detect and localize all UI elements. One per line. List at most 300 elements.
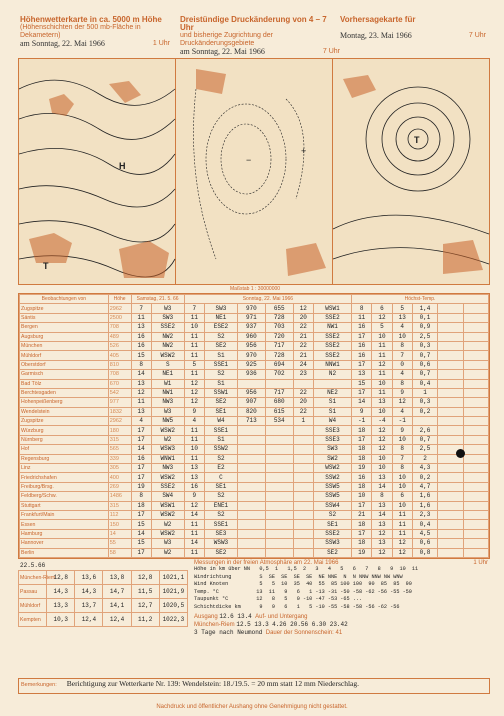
noon-temp <box>293 379 313 388</box>
table-row <box>20 529 489 538</box>
precip: 0,7 <box>412 370 437 379</box>
ascent-data <box>194 566 488 611</box>
sun-wind: SW3 <box>204 304 237 313</box>
empty-cell <box>463 323 488 332</box>
mid-map-title: Dreistündige Druckänderung von 4 – 7 Uhr <box>180 15 327 32</box>
noon-wind: S2 <box>313 510 351 519</box>
soil-temp-block <box>18 560 188 627</box>
station-name: Würzburg <box>20 426 109 435</box>
table-row <box>20 407 489 416</box>
max-temp: 18 <box>352 445 372 454</box>
sun-temp: 4 <box>184 417 204 426</box>
station-height: 708 <box>108 323 131 332</box>
empty-cell <box>463 304 488 313</box>
min-temp: 12 <box>372 426 392 435</box>
station-height: 2962 <box>108 304 131 313</box>
sat-temp: 13 <box>131 379 151 388</box>
sat-wind: W3 <box>151 539 184 548</box>
table-row <box>20 332 489 341</box>
precip: 2,5 <box>412 332 437 341</box>
station-height: 269 <box>108 482 131 491</box>
dewpoint: 7 <box>392 454 412 463</box>
sat-wind: W1 <box>151 379 184 388</box>
noon-wind: S1 <box>313 398 351 407</box>
max-temp: 18 <box>352 426 372 435</box>
soil-value: 13,7 <box>75 599 103 613</box>
dewpoint: 4 <box>392 323 412 332</box>
sun-temp: 7 <box>184 304 204 313</box>
pressure-mb <box>237 548 265 557</box>
min-temp: 14 <box>372 510 392 519</box>
pressure-mb <box>237 473 265 482</box>
ascent-time: 1 Uhr <box>473 560 488 566</box>
empty-cell <box>438 341 463 350</box>
left-map-header <box>20 16 170 49</box>
station-height: 565 <box>108 445 131 454</box>
noon-wind: SW3 <box>313 445 351 454</box>
station-height: 1486 <box>108 492 131 501</box>
station-height: 542 <box>108 388 131 397</box>
empty-cell <box>463 388 488 397</box>
sun-temp: 12 <box>184 501 204 510</box>
pressure-mb: 936 <box>237 370 265 379</box>
svg-text:H: H <box>119 161 126 171</box>
pressure-mb <box>237 501 265 510</box>
pressure-mb: 960 <box>237 332 265 341</box>
dewpoint: 0 <box>392 360 412 369</box>
sun-wind: S2 <box>204 510 237 519</box>
table-row <box>20 417 489 426</box>
soil-value: 12,4 <box>75 613 103 627</box>
noon-wind: SSE2 <box>313 351 351 360</box>
sat-wind: NW2 <box>151 341 184 350</box>
sat-temp: 15 <box>131 520 151 529</box>
table-row <box>20 445 489 454</box>
empty-cell <box>463 360 488 369</box>
svg-text:T: T <box>43 261 49 271</box>
ausgang-value: 12.6 13.4 <box>219 613 252 620</box>
sat-temp: 8 <box>131 492 151 501</box>
soil-value: 14,7 <box>103 585 131 599</box>
empty-cell <box>438 510 463 519</box>
precip <box>412 417 437 426</box>
max-temp: 14 <box>352 398 372 407</box>
soil-row <box>19 585 188 599</box>
sat-temp: 16 <box>131 332 151 341</box>
map-strip <box>18 58 490 285</box>
dewpoint: 10 <box>392 482 412 491</box>
empty-cell <box>463 351 488 360</box>
pressure-mb <box>237 464 265 473</box>
empty-cell <box>463 417 488 426</box>
soil-value: 11,5 <box>131 585 159 599</box>
station-name: Bad Tölz <box>20 379 109 388</box>
noon-wind: S1 <box>313 407 351 416</box>
dewpoint: 4 <box>392 370 412 379</box>
empty-cell <box>463 341 488 350</box>
empty-cell <box>438 398 463 407</box>
station-height: 1832 <box>108 407 131 416</box>
station-height: 526 <box>108 341 131 350</box>
dewpoint: 12 <box>392 398 412 407</box>
noon-wind: NNW1 <box>313 360 351 369</box>
empty-cell <box>463 482 488 491</box>
max-temp: 17 <box>352 332 372 341</box>
sun-temp: 9 <box>184 407 204 416</box>
max-temp: 21 <box>352 510 372 519</box>
station-name: Hamburg <box>20 529 109 538</box>
sun-wind: C <box>204 473 237 482</box>
station-name: Friedrichshafen <box>20 473 109 482</box>
precip: 0,3 <box>412 398 437 407</box>
pressure-mb <box>237 520 265 529</box>
station-height: 489 <box>108 332 131 341</box>
sun-temp: 12 <box>184 379 204 388</box>
empty-cell <box>438 370 463 379</box>
sun-temp: 10 <box>184 445 204 454</box>
dewpoint: 5 <box>392 304 412 313</box>
footer-note: Nachdruck und öffentlicher Aushang ohne Genehmigung nicht gestattet. <box>156 704 348 710</box>
min-temp: 10 <box>372 464 392 473</box>
station-name: Frankfurt/Main <box>20 510 109 519</box>
sun-temp: 11 <box>184 313 204 322</box>
max-temp: 17 <box>352 360 372 369</box>
station-height: 112 <box>108 510 131 519</box>
pressure-mm: 655 <box>265 304 293 313</box>
sun-wind: SE3 <box>204 529 237 538</box>
sun-wind: S2 <box>204 454 237 463</box>
min-temp: 13 <box>372 501 392 510</box>
soil-value: 10,3 <box>47 613 75 627</box>
soil-value: 1021,9 <box>159 585 187 599</box>
sun-wind: SSW1 <box>204 388 237 397</box>
empty-cell <box>463 501 488 510</box>
noon-temp: 22 <box>293 341 313 350</box>
sat-temp: 11 <box>131 398 151 407</box>
empty-cell <box>438 426 463 435</box>
empty-cell <box>438 482 463 491</box>
empty-cell <box>463 426 488 435</box>
sun-wind: SSW2 <box>204 445 237 454</box>
sun-wind: W4 <box>204 417 237 426</box>
noon-wind: SSE3 <box>313 426 351 435</box>
station-name: Garmisch <box>20 370 109 379</box>
precip: 2,3 <box>412 510 437 519</box>
station-name: Regensburg <box>20 454 109 463</box>
sat-temp: 17 <box>131 510 151 519</box>
noon-temp: 20 <box>293 313 313 322</box>
noon-temp: 20 <box>293 398 313 407</box>
max-temp: 17 <box>352 529 372 538</box>
noon-temp <box>293 520 313 529</box>
station-name: Oberstdorf <box>20 360 109 369</box>
empty-cell <box>463 454 488 463</box>
soil-value: 13,3 <box>47 599 75 613</box>
remarks-text: Berichtigung zur Wetterkarte Nr. 139: Wendelstein: 18./19.5. = 20 mm statt 12 mm Niederschlag. <box>66 679 360 688</box>
empty-cell <box>438 520 463 529</box>
sun-wind: E2 <box>204 464 237 473</box>
soil-station: Passau <box>19 585 47 599</box>
pressure-mm: 728 <box>265 313 293 322</box>
noon-temp: 22 <box>293 407 313 416</box>
sun-temp: 11 <box>184 454 204 463</box>
dewpoint: 4 <box>392 407 412 416</box>
sunshine-duration: Dauer der Sonnenschein: 41 <box>265 630 343 636</box>
pressure-mm: 694 <box>265 360 293 369</box>
station-name: Hof <box>20 445 109 454</box>
station-height: 810 <box>108 360 131 369</box>
sat-temp: 14 <box>131 529 151 538</box>
precip: 0,4 <box>412 379 437 388</box>
table-row <box>20 501 489 510</box>
noon-temp <box>293 539 313 548</box>
svg-text:−: − <box>246 155 252 165</box>
station-name: Berlin <box>20 548 109 557</box>
noon-temp <box>293 435 313 444</box>
sat-wind: NW5 <box>151 417 184 426</box>
noon-temp: 23 <box>293 370 313 379</box>
station-height: 2500 <box>108 313 131 322</box>
pressure-mb <box>237 539 265 548</box>
sun-wind: S2 <box>204 370 237 379</box>
table-row <box>20 426 489 435</box>
empty-cell <box>438 360 463 369</box>
soil-station: München-Riem <box>19 571 47 585</box>
ascent-line: Schichtdicke km 9 9 6 1 5 -10 -55 -58 -58 -56 -62 -56 <box>194 603 400 610</box>
station-height: 305 <box>108 464 131 473</box>
soil-value: 14,1 <box>103 599 131 613</box>
max-temp: 16 <box>352 473 372 482</box>
pressure-mm <box>265 464 293 473</box>
station-name: Berchtesgaden <box>20 388 109 397</box>
max-temp: 9 <box>352 407 372 416</box>
lower-block <box>18 560 488 690</box>
sun-wind: SSE1 <box>204 426 237 435</box>
pressure-mb <box>237 492 265 501</box>
sat-wind: WSW2 <box>151 351 184 360</box>
sat-wind: NW3 <box>151 398 184 407</box>
precip: 4,7 <box>412 482 437 491</box>
station-height: 670 <box>108 379 131 388</box>
pressure-mm <box>265 510 293 519</box>
station-name: Säntis <box>20 313 109 322</box>
sun-wind: SE2 <box>204 548 237 557</box>
sun-wind: ENE1 <box>204 501 237 510</box>
dewpoint: 9 <box>392 426 412 435</box>
pressure-mm <box>265 501 293 510</box>
station-height: 55 <box>108 539 131 548</box>
noon-wind: SSE2 <box>313 332 351 341</box>
dewpoint: 7 <box>392 351 412 360</box>
min-temp: 12 <box>372 360 392 369</box>
empty-cell <box>463 539 488 548</box>
min-temp: 12 <box>372 445 392 454</box>
precip: 0,4 <box>412 520 437 529</box>
col-station-header: Beobachtungen von <box>20 295 109 304</box>
pressure-mm <box>265 482 293 491</box>
max-temp: 17 <box>352 435 372 444</box>
pressure-mb: 970 <box>237 351 265 360</box>
precip: 1,6 <box>412 501 437 510</box>
station-height: 150 <box>108 520 131 529</box>
soil-value: 13,8 <box>103 571 131 585</box>
table-row <box>20 464 489 473</box>
noon-wind <box>313 379 351 388</box>
noon-temp: 22 <box>293 323 313 332</box>
sat-temp: 11 <box>131 313 151 322</box>
noon-wind: SSE2 <box>313 529 351 538</box>
sat-temp: 16 <box>131 454 151 463</box>
map-scale: Maßstab 1 : 30000000 <box>230 286 281 292</box>
noon-temp <box>293 454 313 463</box>
table-row <box>20 398 489 407</box>
table-row <box>20 370 489 379</box>
sat-temp: 15 <box>131 351 151 360</box>
remarks-box <box>18 678 490 694</box>
min-temp: 11 <box>372 370 392 379</box>
forecast-map-graphic <box>333 59 489 284</box>
moon-phase: 3 Tage nach Neumond <box>194 629 263 636</box>
empty-cell <box>438 304 463 313</box>
sat-wind: SW3 <box>151 313 184 322</box>
pressure-mm: 703 <box>265 323 293 332</box>
forecast-map <box>333 59 489 284</box>
soil-row <box>19 599 188 613</box>
station-name: Hohenpeißenberg <box>20 398 109 407</box>
pressure-mb <box>237 482 265 491</box>
soil-value: 11,2 <box>131 613 159 627</box>
min-temp: 12 <box>372 435 392 444</box>
pressure-mb <box>237 379 265 388</box>
sun-wind: SSE1 <box>204 360 237 369</box>
empty-cell <box>438 388 463 397</box>
max-temp: 10 <box>352 492 372 501</box>
muenchen-riem-label: München-Riem <box>194 622 235 628</box>
table-row <box>20 379 489 388</box>
noon-wind: N2 <box>313 370 351 379</box>
pressure-mm: 680 <box>265 398 293 407</box>
precip: 0,6 <box>412 360 437 369</box>
noon-wind: WSW1 <box>313 304 351 313</box>
max-temp: 16 <box>352 341 372 350</box>
sat-temp: 8 <box>131 360 151 369</box>
table-row <box>20 539 489 548</box>
sun-temp: 9 <box>184 492 204 501</box>
min-temp: 6 <box>372 304 392 313</box>
pressure-change-map <box>176 59 333 284</box>
empty-cell <box>463 473 488 482</box>
sun-temp: 11 <box>184 332 204 341</box>
sun-wind: S1 <box>204 435 237 444</box>
sat-wind: W3 <box>151 407 184 416</box>
min-temp: 13 <box>372 520 392 529</box>
empty-cell <box>463 492 488 501</box>
sun-wind: SE1 <box>204 482 237 491</box>
observation-table <box>19 294 489 558</box>
dewpoint: 8 <box>392 379 412 388</box>
station-name: Nürnberg <box>20 435 109 444</box>
noon-temp <box>293 482 313 491</box>
sat-temp: 17 <box>131 464 151 473</box>
sun-temp: 11 <box>184 548 204 557</box>
sun-temp: 11 <box>184 351 204 360</box>
station-name: München <box>20 341 109 350</box>
dewpoint: 10 <box>392 332 412 341</box>
min-temp: 10 <box>372 407 392 416</box>
pressure-mm <box>265 435 293 444</box>
precip: 0,9 <box>412 323 437 332</box>
min-temp: 13 <box>372 539 392 548</box>
noon-wind: SSW5 <box>313 492 351 501</box>
noon-temp <box>293 473 313 482</box>
sat-temp: 17 <box>131 548 151 557</box>
dewpoint: 12 <box>392 548 412 557</box>
sun-temp: 11 <box>184 370 204 379</box>
left-map-subtitle: (Höhenschichten der 500 mb-Fläche in Dekametern) <box>20 24 141 39</box>
min-temp: 11 <box>372 351 392 360</box>
remarks-label: Bemerkungen: <box>21 682 57 688</box>
min-temp: 13 <box>372 473 392 482</box>
empty-cell <box>463 398 488 407</box>
min-temp: 10 <box>372 332 392 341</box>
precip: 1 <box>412 388 437 397</box>
min-temp: 12 <box>372 548 392 557</box>
soil-temp-table <box>18 570 188 627</box>
left-map-time: 1 Uhr <box>152 40 170 47</box>
noon-wind: SSW5 <box>313 482 351 491</box>
sat-temp: 17 <box>131 473 151 482</box>
noon-temp: 1 <box>293 417 313 426</box>
sat-wind: W2 <box>151 520 184 529</box>
station-height: 339 <box>108 454 131 463</box>
precip: 2,5 <box>412 445 437 454</box>
observation-panel <box>18 293 490 559</box>
dewpoint: 8 <box>392 464 412 473</box>
soil-value: 12,7 <box>131 599 159 613</box>
pressure-mm: 717 <box>265 388 293 397</box>
sat-wind: WSW2 <box>151 510 184 519</box>
pressure-mb <box>237 445 265 454</box>
noon-wind: WSW2 <box>313 464 351 473</box>
ascent-line: Temp. °C 13 11 9 6 1 -13 -31 -50 -58 -62 -56 -55 -50 <box>194 588 412 595</box>
empty-cell <box>438 417 463 426</box>
empty-cell <box>438 323 463 332</box>
dewpoint: 8 <box>392 341 412 350</box>
max-temp: 15 <box>352 379 372 388</box>
observation-rows <box>20 304 489 558</box>
svg-text:T: T <box>414 135 420 145</box>
sat-wind: SSE2 <box>151 323 184 332</box>
max-temp: 18 <box>352 520 372 529</box>
col-height-header: Höhe <box>108 295 131 304</box>
empty-cell <box>463 529 488 538</box>
sat-wind: W2 <box>151 548 184 557</box>
sat-wind: NW1 <box>151 388 184 397</box>
soil-value: 14,3 <box>75 585 103 599</box>
dewpoint: 9 <box>392 388 412 397</box>
noon-wind: SE1 <box>313 520 351 529</box>
soil-value: 12,8 <box>47 571 75 585</box>
sat-temp: 19 <box>131 482 151 491</box>
sat-temp: 16 <box>131 341 151 350</box>
mid-map-date: am Sonntag, 22. Mai 1966 <box>180 47 265 56</box>
mid-map-subtitle: und bisherige Zugrichtung der Druckänderungsgebiete <box>180 32 274 47</box>
dewpoint: -1 <box>392 417 412 426</box>
pressure-mm <box>265 492 293 501</box>
col-forecast-header: Höchst-Temp. <box>352 295 489 304</box>
pressure-mm: 702 <box>265 370 293 379</box>
right-map-time: 7 Uhr <box>468 32 486 39</box>
